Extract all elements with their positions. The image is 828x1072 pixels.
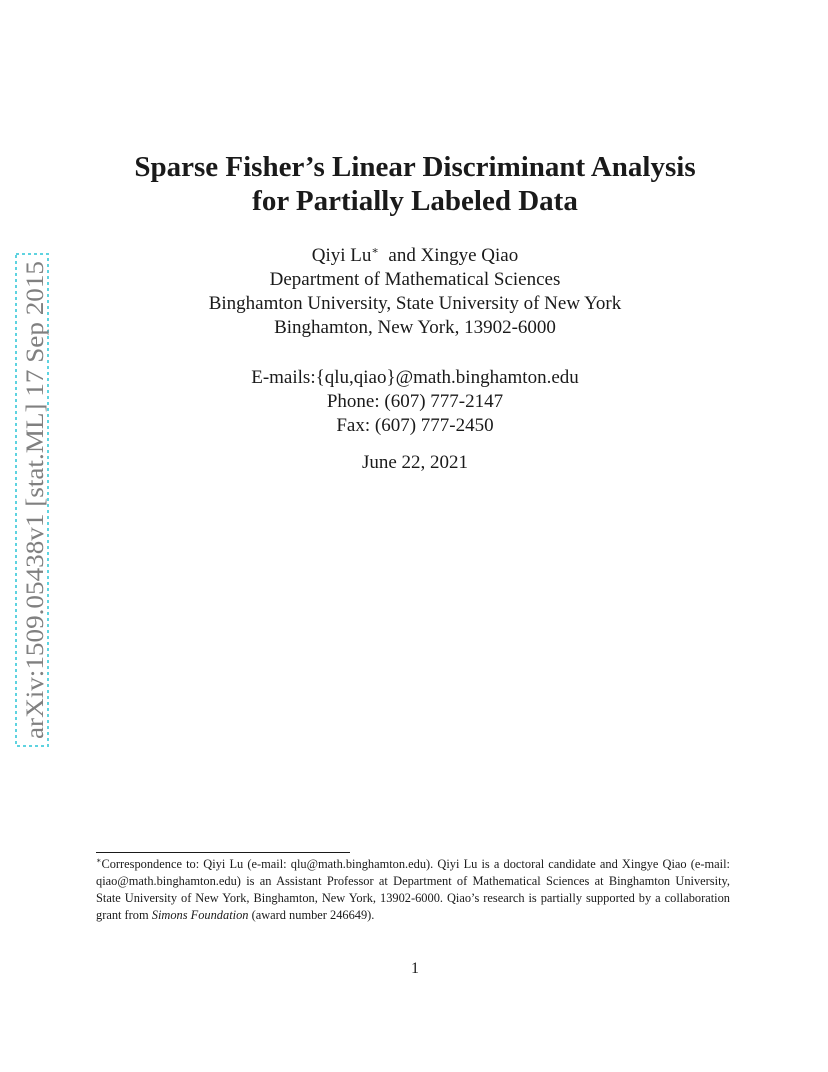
footnote-text-end: (award number 246649). xyxy=(248,908,375,922)
footnote-mark: ∗ xyxy=(96,856,102,865)
contact-block xyxy=(60,366,770,438)
author-block xyxy=(60,244,770,340)
location: Binghamton, New York, 13902-6000 xyxy=(274,317,556,338)
footnote-emphasis: Simons Foundation xyxy=(151,908,249,922)
department: Department of Mathematical Sciences xyxy=(269,269,561,290)
paper-title xyxy=(60,150,770,218)
footnote-rule xyxy=(96,852,350,853)
phone: Phone: (607) 777-2147 xyxy=(326,391,504,412)
university: Binghamton University, State University of New York xyxy=(208,293,622,314)
author-line xyxy=(60,244,770,268)
title-line-1: Sparse Fisher’s Linear Discriminant Analysis xyxy=(134,151,696,183)
title-line-2: for Partially Labeled Data xyxy=(252,185,578,217)
footnote xyxy=(96,856,730,924)
arxiv-stamp xyxy=(14,252,50,748)
page-number: 1 xyxy=(411,960,419,977)
date: June 22, 2021 xyxy=(361,452,469,473)
arxiv-stamp-text: arXiv:1509.05438v1 [stat.ML] 17 Sep 2015 xyxy=(22,298,49,739)
footnote-text: Correspondence to: Qiyi Lu (e-mail: qlu@math.binghamton.edu). Qiyi Lu is a doctoral candidate and Xingye Qiao (e-mail: qiao@math.binghamton.edu) is an Assistant Professor at Department of Mathematical Sciences at Binghamton University, State University of New York, Binghamton, New York, 13902-6000. Qiao’s research is partially supported by a collaboration grant from xyxy=(96,857,730,922)
author-1: Qiyi Lu xyxy=(311,245,372,266)
emails: E-mails:{qlu,qiao}@math.binghamton.edu xyxy=(251,367,579,388)
author-2: and Xingye Qiao xyxy=(378,245,519,266)
corresponding-mark: ∗ xyxy=(371,245,379,257)
fax: Fax: (607) 777-2450 xyxy=(336,415,494,436)
